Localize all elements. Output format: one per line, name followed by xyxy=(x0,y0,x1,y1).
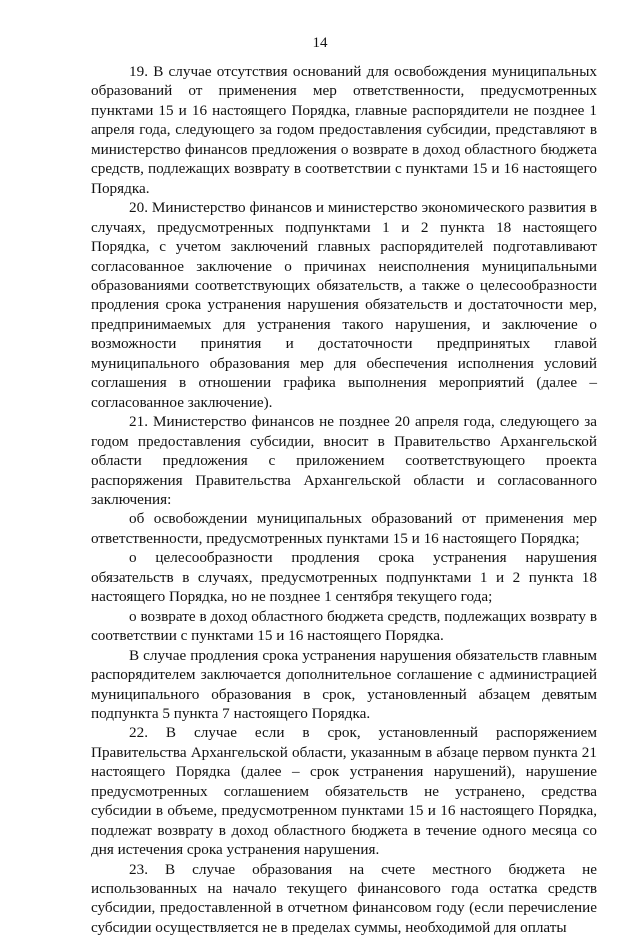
paragraph-22: 22. В случае если в срок, установленный распоряжением Правительства Архангельской области, указанным в абзаце первом пункта 21 настоящего Порядка (далее – срок устранения нарушений), нарушение предусмотренных соглашением обязательств не устранено, средства субсидии в объеме, предусмотренном пунктами 15 и 16 настоящего Порядка, подлежат возврату в доход областного бюджета в течение одного месяца со дня истечения срока устранения нарушения. xyxy=(91,724,597,859)
paragraph-21-item-extension: о целесообразности продления срока устранения нарушения обязательств в случаях, предусмотренных подпунктами 1 и 2 пункта 18 настоящего Порядка, но не позднее 1 сентября текущего года; xyxy=(91,549,597,606)
paragraph-19: 19. В случае отсутствия оснований для освобождения муниципальных образований от применения мер ответственности, предусмотренных пунктами 15 и 16 настоящего Порядка, главные распорядители не позднее 1 апреля года, следующего за годом предоставления субсидии, представляют в министерство финансов предложения о возврате в доход областного бюджета средств, подлежащих возврату в соответствии с пунктами 15 и 16 настоящего Порядка. xyxy=(91,63,597,197)
paragraph-21-extension-agreement: В случае продления срока устранения нарушения обязательств главным распорядителем заключается дополнительное соглашение с администрацией муниципального образования в срок, установленный абзацем девятым подпункта 5 пункта 7 настоящего Порядка. xyxy=(91,646,597,722)
document-body xyxy=(91,62,597,937)
page-number: 14 xyxy=(312,35,328,51)
paragraph-20: 20. Министерство финансов и министерство экономического развития в случаях, предусмотренных подпунктами 1 и 2 пункта 18 настоящего Порядка, с учетом заключений главных распорядителей подготавливают согласованное заключение о причинах неисполнения муниципальными образованиями соответствующих обязательств, а также о целесообразности продления срока устранения нарушения обязательств и достаточности мер, предпринимаемых для устранения такого нарушения, и заключение о возможности принятия и достаточности предпринятых главой муниципального образования мер для обеспечения исполнения условий соглашения в отношении графика выполнения мероприятий (далее – согласованное заключение). xyxy=(91,199,597,411)
paragraph-21-item-exemption: об освобождении муниципальных образований от применения мер ответственности, предусмотренных пунктами 15 и 16 настоящего Порядка; xyxy=(91,510,597,547)
paragraph-23: 23. В случае образования на счете местного бюджета не использованных на начало текущего финансового года остатка средств субсидии, предоставленной в отчетном финансовом году (если перечисление субсидии осуществляется не в пределах суммы, необходимой для оплаты xyxy=(91,860,597,936)
paragraph-21: 21. Министерство финансов не позднее 20 апреля года, следующего за годом предоставления субсидии, вносит в Правительство Архангельской области предложения с приложением соответствующего проекта распоряжения Правительства Архангельской области и согласованного заключения: xyxy=(91,413,597,508)
paragraph-21-item-refund: о возврате в доход областного бюджета средств, подлежащих возврату в соответствии с пунктами 15 и 16 настоящего Порядка. xyxy=(91,607,597,645)
